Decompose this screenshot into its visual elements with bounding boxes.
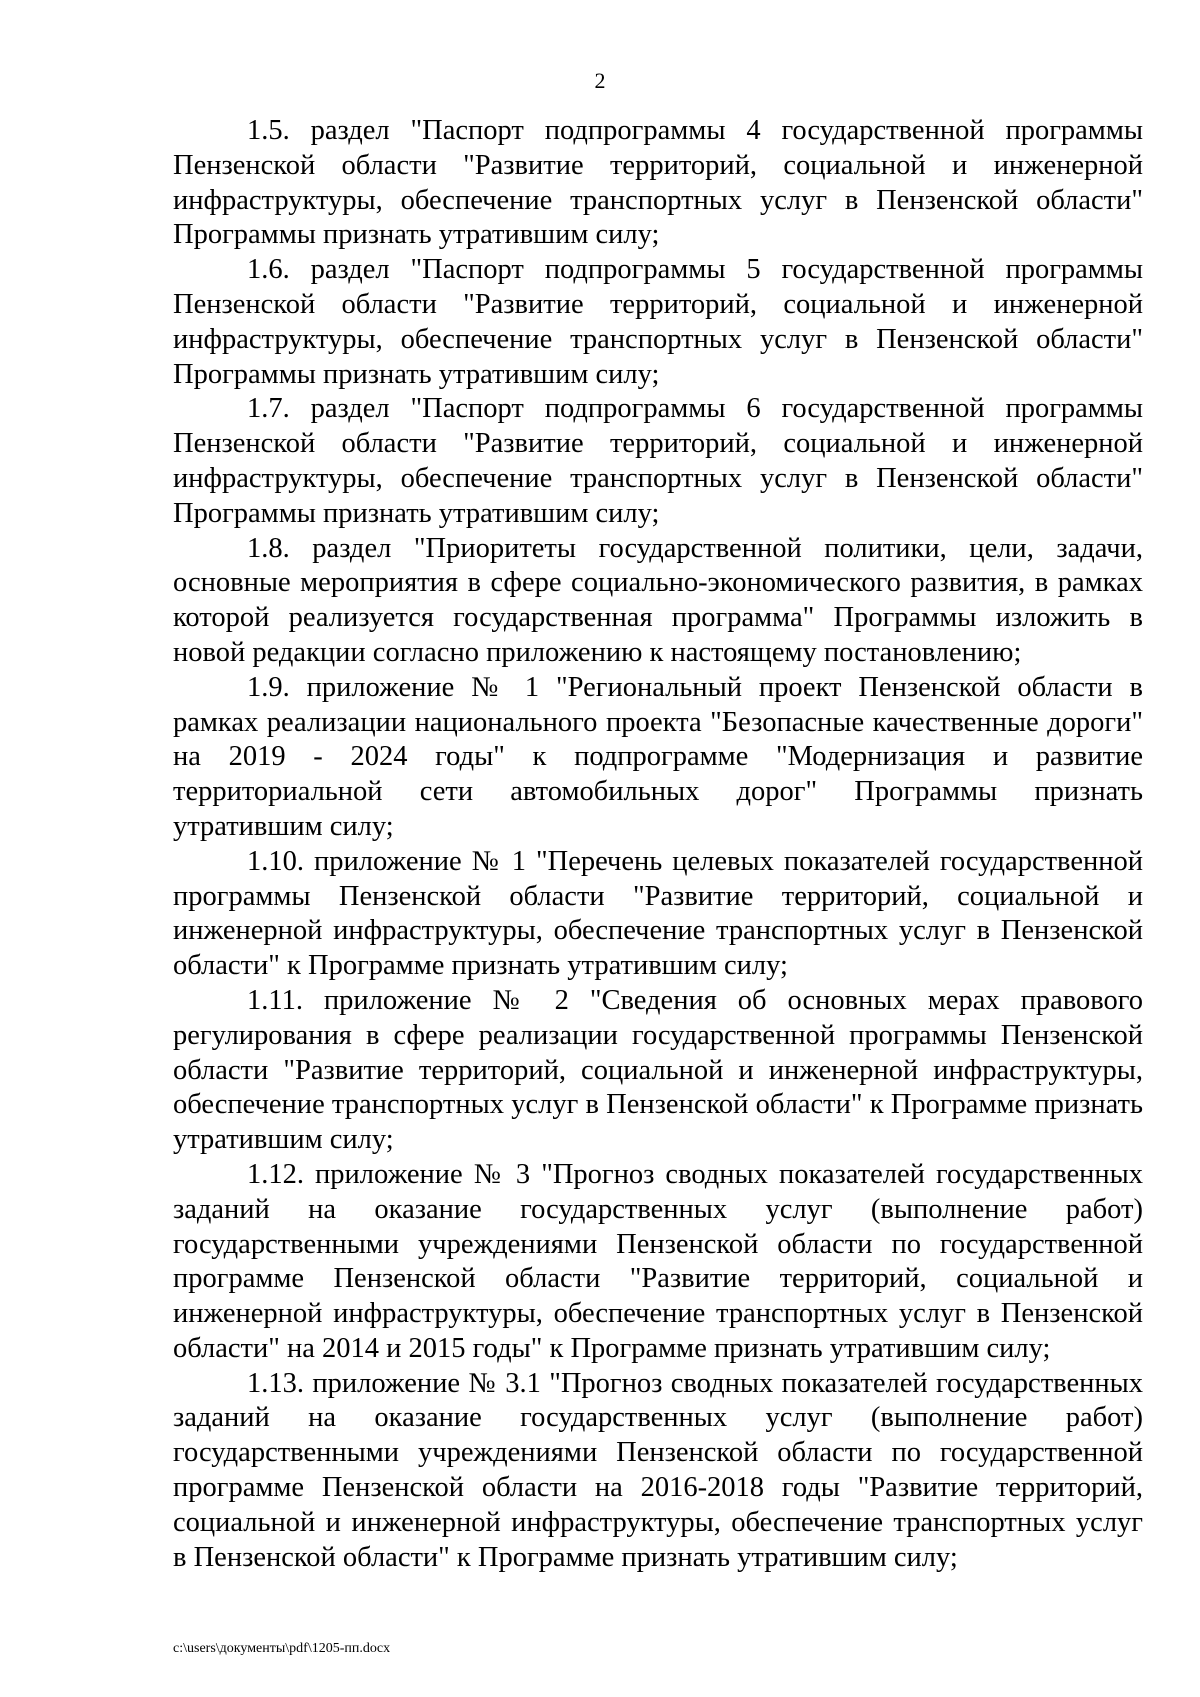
footer-file-path: c:\users\документы\pdf\1205-пп.docx	[173, 1641, 391, 1656]
list-item-1-5: 1.5. раздел "Паспорт подпрограммы 4 государственной программы Пензенской области "Развитие территорий, социальной и инженерной инфраструктуры, обеспечение транспортных услуг в Пензенской области" Программы признать утратившим силу;	[173, 115, 1143, 251]
list-item-1-7: 1.7. раздел "Паспорт подпрограммы 6 государственной программы Пензенской области "Развитие территорий, социальной и инженерной инфраструктуры, обеспечение транспортных услуг в Пензенской области" Программы признать утратившим силу;	[173, 393, 1143, 529]
list-item-1-10: 1.10. приложение № 1 "Перечень целевых показателей государственной программы Пензенской области "Развитие территорий, социальной и инженерной инфраструктуры, обеспечение транспортных услуг в Пензенской области" к Программе признать утратившим силу;	[173, 845, 1143, 982]
document-body	[173, 114, 1143, 1575]
list-item-1-11: 1.11. приложение № 2 "Сведения об основных мерах правового регулирования в сфере реализации государственной программы Пензенской области "Развитие территорий, социальной и инженерной инфраструктуры, обеспечение транспортных услуг в Пензенской области" к Программе признать утратившим силу;	[173, 984, 1143, 1156]
list-item-1-9: 1.9. приложение № 1 "Региональный проект Пензенской области в рамках реализации национального проекта "Безопасные качественные дороги" на 2019 - 2024 годы" к подпрограмме "Модернизация и развитие территориальной сети автомобильных дорог" Программы признать утратившим силу;	[173, 671, 1143, 842]
list-item-1-13: 1.13. приложение № 3.1 "Прогноз сводных показателей государственных заданий на оказание государственных услуг (выполнение работ) государственными учреждениями Пензенской области по государственной программе Пензенской области на 2016-2018 годы "Развитие территорий, социальной и инженерной инфраструктуры, обеспечение транспортных услуг в Пензенской области" к Программе признать утратившим силу;	[173, 1367, 1143, 1573]
list-item-1-6: 1.6. раздел "Паспорт подпрограммы 5 государственной программы Пензенской области "Развитие территорий, социальной и инженерной инфраструктуры, обеспечение транспортных услуг в Пензенской области" Программы признать утратившим силу;	[173, 254, 1143, 390]
list-item-1-8: 1.8. раздел "Приоритеты государственной политики, цели, задачи, основные мероприятия в сфере социально-экономического развития, в рамках которой реализуется государственная программа" Программы изложить в новой редакции согласно приложению к настоящему постановлению;	[173, 532, 1143, 668]
page-number: 2	[594, 68, 606, 93]
list-item-1-12: 1.12. приложение № 3 "Прогноз сводных показателей государственных заданий на оказание государственных услуг (выполнение работ) государственными учреждениями Пензенской области по государственной программе Пензенской области "Развитие территорий, социальной и инженерной инфраструктуры, обеспечение транспортных услуг в Пензенской области" на 2014 и 2015 годы" к Программе признать утратившим силу;	[173, 1158, 1143, 1364]
